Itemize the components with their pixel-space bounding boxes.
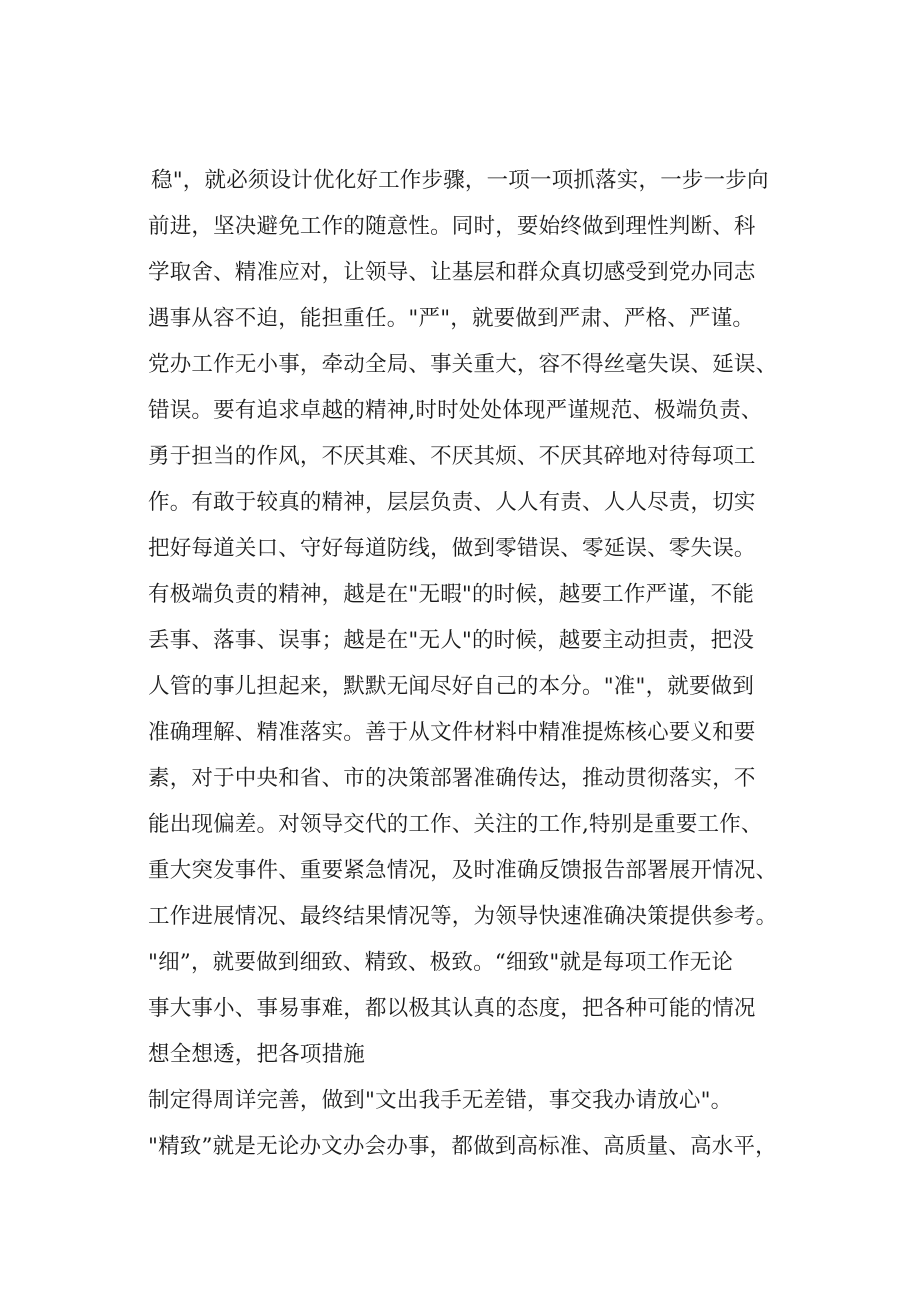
text-line: 制定得周详完善，做到"文出我手无差错，事交我办请放心"。	[148, 1088, 733, 1113]
text-line: 丢事、落事、误事；越是在"无人"的时候，越要主动担责，把没	[148, 628, 755, 653]
text-line: "精致”就是无论办文办会办事，都做到高标准、高质量、高水平，	[148, 1134, 777, 1159]
text-line: 把好每道关口、守好每道防线，做到零错误、零延误、零失误。	[148, 536, 756, 561]
text-line: 能出现偏差。对领导交代的工作、关注的工作,特别是重要工作、	[148, 812, 763, 837]
text-line: 勇于担当的作风，不厌其难、不厌其烦、不厌其碎地对待每项工	[148, 444, 756, 469]
text-line: "细”，就要做到细致、精致、极致。“细致"就是每项工作无论	[148, 950, 734, 975]
text-line: 素，对于中央和省、市的决策部署准确传达，推动贯彻落实，不	[148, 766, 756, 791]
text-line: 事大事小、事易事难，都以极其认真的态度，把各种可能的情况	[148, 996, 756, 1021]
text-line: 稳"，就必须设计优化好工作步骤，一项一项抓落实，一步一步向	[151, 168, 769, 193]
text-line: 错误。要有追求卓越的精神,时时处处体现严谨规范、极端负责、	[148, 398, 763, 423]
body-text	[148, 158, 828, 1170]
text-line: 前进，坚决避免工作的随意性。同时，要始终做到理性判断、科	[148, 214, 756, 239]
text-line: 党办工作无小事，牵动全局、事关重大，容不得丝毫失误、延误、	[148, 352, 778, 377]
text-line: 学取舍、精准应对，让领导、让基层和群众真切感受到党办同志	[148, 260, 756, 285]
text-line: 有极端负责的精神，越是在"无暇"的时候，越要工作严谨，不能	[148, 582, 755, 607]
text-line: 人管的事儿担起来，默默无闻尽好自己的本分。"准"，就要做到	[148, 674, 755, 699]
text-line: 想全想透，把各项措施	[148, 1042, 366, 1067]
text-line: 作。有敢于较真的精神，层层负责、人人有责、人人尽责，切实	[148, 490, 756, 515]
text-line: 遇事从容不迫，能担重任。"严"，就要做到严肃、严格、严谨。	[148, 306, 755, 331]
text-line: 准确理解、精准落实。善于从文件材料中精准提炼核心要义和要	[148, 720, 756, 745]
text-line: 重大突发事件、重要紧急情况，及时准确反馈报告部署展开情况、	[148, 858, 778, 883]
text-line: 工作进展情况、最终结果情况等，为领导快速准确决策提供参考。	[148, 904, 778, 929]
